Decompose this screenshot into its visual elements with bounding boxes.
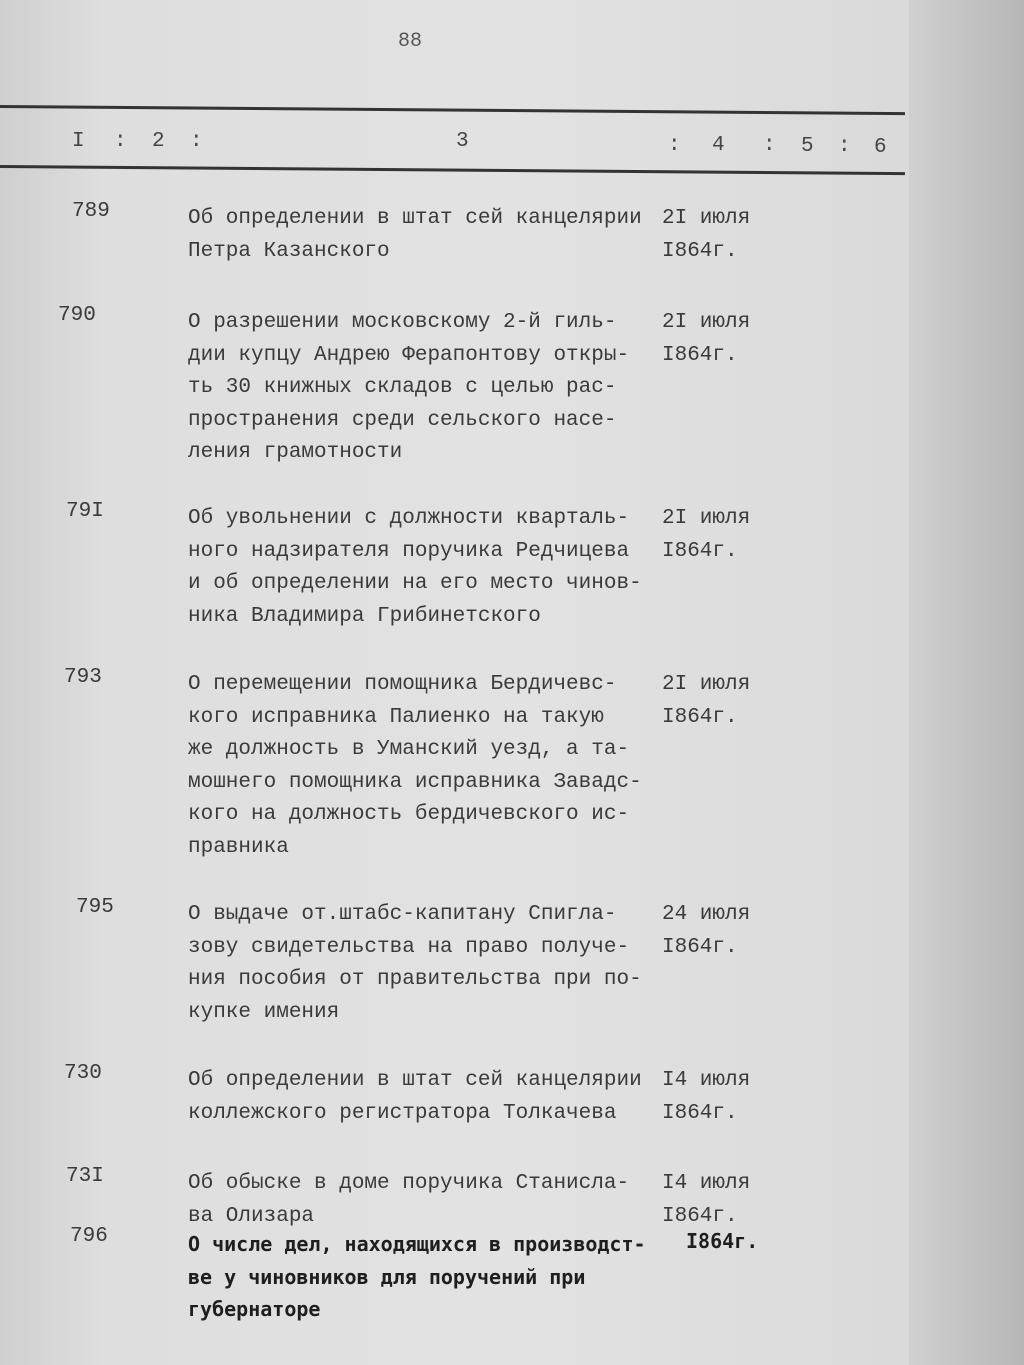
entry-description xyxy=(188,503,642,633)
date-line: I4 июля xyxy=(662,1069,751,1092)
column-separator: : xyxy=(190,130,203,153)
description-line: ного надзирателя поручика Редчицева xyxy=(188,539,630,563)
description-line: кого исправника Палиенко на такую xyxy=(188,705,604,729)
page-number: 88 xyxy=(398,30,423,53)
date-line: I864г. xyxy=(662,1204,738,1228)
column-header-4: 4 xyxy=(712,134,725,157)
date-line: 2I июля xyxy=(662,673,751,696)
entry-number: 79I xyxy=(66,500,104,523)
entry-description xyxy=(188,899,642,1029)
description-line: Об обыске в доме поручика Станисла- xyxy=(188,1172,630,1195)
description-line: ть 30 книжных складов с целью рас- xyxy=(188,376,617,399)
description-line: ния пособия от правительства при по- xyxy=(188,968,642,991)
description-line: О выдаче от.штабс-капитану Спигла- xyxy=(188,903,617,926)
description-line: ва Олизара xyxy=(188,1204,315,1228)
column-header-5: 5 xyxy=(801,135,814,158)
entry-number: 789 xyxy=(72,200,110,223)
column-header-1: I xyxy=(72,130,85,153)
entry-date xyxy=(662,669,750,734)
description-line: О числе дел, находящихся в производст- xyxy=(188,1232,646,1256)
date-line: I864г. xyxy=(662,705,738,729)
entry-description xyxy=(188,203,642,268)
description-line: Об определении в штат сей канцелярии xyxy=(188,207,642,230)
date-line: I4 июля xyxy=(662,1172,751,1195)
description-line: ве у чиновников для поручений при xyxy=(188,1264,586,1289)
column-separator: : xyxy=(838,135,851,158)
description-line: ления грамотности xyxy=(188,441,403,464)
description-line: О перемещении помощника Бердичевс- xyxy=(188,673,617,696)
header-bottom-rule xyxy=(0,165,905,175)
date-line: 2I июля xyxy=(662,207,751,230)
description-line: же должность в Уманский уезд, а та- xyxy=(188,738,630,761)
description-line: Петра Казанского xyxy=(188,239,390,263)
entry-number: 796 xyxy=(70,1225,108,1248)
entry-description xyxy=(188,1228,646,1326)
date-line: I864г. xyxy=(686,1229,759,1253)
description-line: купке имения xyxy=(188,1000,340,1024)
entry-description xyxy=(188,1065,642,1130)
description-line: пространения среди сельского насе- xyxy=(188,408,617,432)
date-line: I864г. xyxy=(662,343,738,367)
entry-number: 795 xyxy=(76,896,114,919)
date-line: 2I июля xyxy=(662,507,751,530)
column-separator: : xyxy=(114,130,127,153)
entry-number: 793 xyxy=(64,666,102,689)
date-line: I864г. xyxy=(662,539,738,563)
column-header-3: 3 xyxy=(456,130,469,153)
description-line: губернаторе xyxy=(188,1297,321,1321)
entry-number: 730 xyxy=(64,1062,102,1085)
description-line: дии купцу Андрею Ферапонтову откры- xyxy=(188,343,630,367)
date-line: I864г. xyxy=(662,935,738,959)
entry-date xyxy=(686,1225,758,1258)
header-top-rule xyxy=(0,105,905,115)
description-line: мошнего помощника исправника Завадс- xyxy=(188,770,642,794)
entry-description xyxy=(188,1168,629,1233)
entry-date xyxy=(662,203,750,268)
description-line: Об увольнении с должности кварталь- xyxy=(188,507,630,530)
entry-date xyxy=(662,899,750,964)
column-separator: : xyxy=(763,134,776,157)
page-edge-shadow xyxy=(909,0,1024,1365)
date-line: I864г. xyxy=(662,239,738,263)
date-line: I864г. xyxy=(662,1101,738,1125)
entry-number: 790 xyxy=(58,304,96,327)
column-separator: : xyxy=(668,134,681,157)
description-line: О разрешении московскому 2-й гиль- xyxy=(188,311,617,334)
entry-description xyxy=(188,307,629,470)
description-line: и об определении на его место чинов- xyxy=(188,572,642,595)
entry-date xyxy=(662,1168,750,1233)
date-line: 24 июля xyxy=(662,903,751,926)
entry-number: 73I xyxy=(66,1165,104,1188)
description-line: ника Владимира Грибинетского xyxy=(188,604,541,628)
date-line: 2I июля xyxy=(662,311,751,334)
column-header-2: 2 xyxy=(152,130,165,153)
description-line: кого на должность бердичевского ис- xyxy=(188,803,630,826)
description-line: правника xyxy=(188,835,289,859)
description-line: зову свидетельства на право получе- xyxy=(188,935,630,959)
entry-description xyxy=(188,669,642,864)
entry-date xyxy=(662,503,750,568)
entry-date xyxy=(662,307,750,372)
description-line: Об определении в штат сей канцелярии xyxy=(188,1069,642,1092)
description-line: коллежского регистратора Толкачева xyxy=(188,1101,617,1125)
entry-date xyxy=(662,1065,750,1130)
column-header-6: 6 xyxy=(874,136,887,159)
